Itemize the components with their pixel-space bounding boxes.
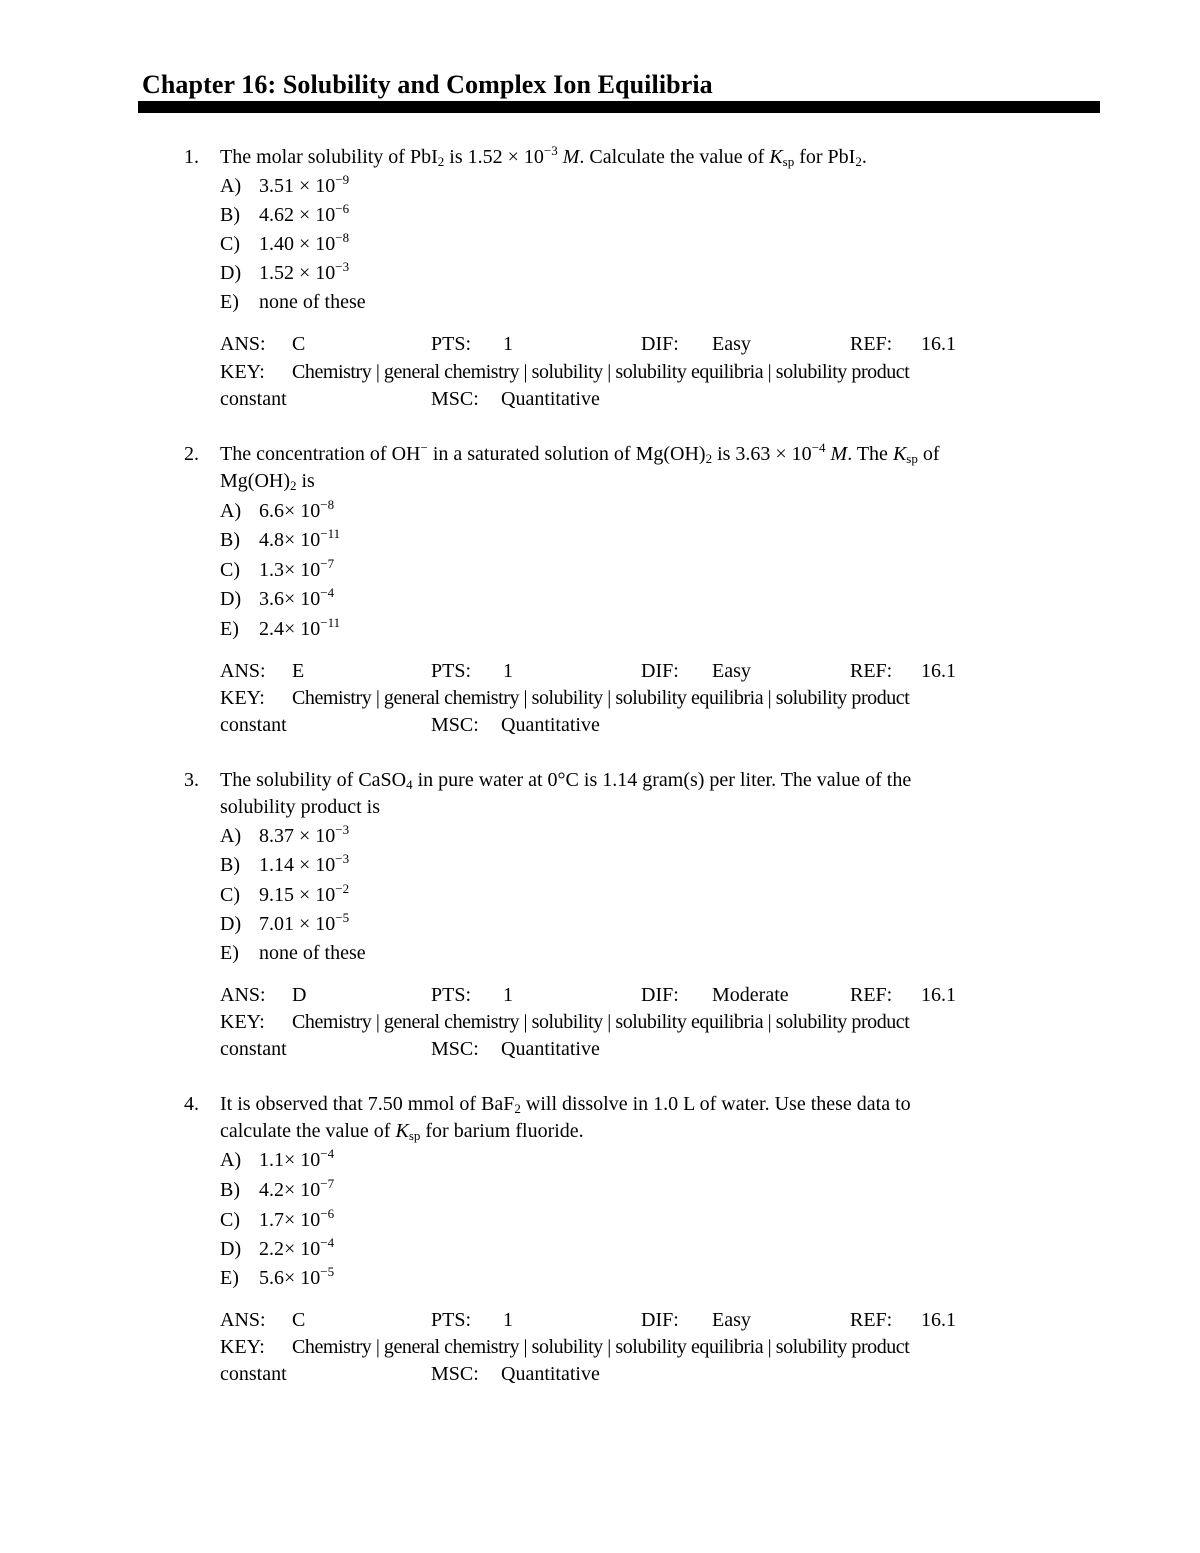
choice-c — [220, 881, 349, 910]
msc-label: MSC: — [431, 1363, 479, 1385]
choice-e — [220, 939, 366, 968]
choice-exponent: −11 — [320, 526, 341, 541]
stem-text: . — [861, 146, 867, 168]
ans-value: E — [292, 660, 305, 682]
ref-value: 16.1 — [921, 660, 956, 682]
stem-text: The solubility of CaSO — [220, 769, 407, 791]
question-number: 1. — [184, 146, 199, 168]
choice-exponent: −8 — [335, 230, 350, 245]
choice-exponent: −8 — [320, 497, 335, 512]
question-number: 2. — [184, 443, 199, 465]
msc-label: MSC: — [431, 388, 479, 410]
key-value: Chemistry | general chemistry | solubility | solubility equilibria | solubility product — [292, 1011, 910, 1033]
choice-letter: A) — [220, 1149, 242, 1171]
choice-value: none of these — [259, 291, 366, 313]
stem-text: is 1.52 × 10 — [444, 146, 544, 168]
choice-letter: E) — [220, 942, 239, 964]
stem-subscript: 2 — [855, 154, 862, 169]
stem-subscript: 4 — [406, 777, 413, 792]
question-stem-line-2 — [220, 468, 315, 495]
choice-exponent: −2 — [335, 881, 350, 896]
choice-b — [220, 201, 349, 230]
pts-label: PTS: — [431, 1309, 472, 1331]
stem-text: Mg(OH) — [220, 470, 290, 492]
choice-value: 4.2× 10 — [259, 1179, 321, 1201]
choice-letter: D) — [220, 1238, 242, 1260]
dif-label: DIF: — [641, 333, 679, 355]
question-number: 4. — [184, 1093, 199, 1115]
key-label: KEY: — [220, 687, 265, 709]
choice-value: 2.2× 10 — [259, 1238, 321, 1260]
stem-subscript: 2 — [290, 478, 297, 493]
ans-value: D — [292, 984, 307, 1006]
choice-value: 4.8× 10 — [259, 529, 321, 551]
choice-e — [220, 615, 340, 644]
stem-text: . The — [847, 443, 893, 465]
msc-value: Quantitative — [501, 388, 600, 410]
choice-exponent: −4 — [320, 1235, 335, 1250]
key-value: Chemistry | general chemistry | solubility | solubility equilibria | solubility product — [292, 687, 910, 709]
question-stem-line-2 — [220, 1118, 584, 1145]
key-label: KEY: — [220, 361, 265, 383]
choice-value: 6.6× 10 — [259, 500, 321, 522]
choice-exponent: −6 — [335, 201, 350, 216]
msc-value: Quantitative — [501, 1363, 600, 1385]
title-rule — [138, 101, 1100, 113]
ref-value: 16.1 — [921, 1309, 956, 1331]
stem-superscript: − — [420, 440, 428, 455]
choice-letter: E) — [220, 618, 239, 640]
stem-text: The concentration of OH — [220, 443, 421, 465]
choice-c — [220, 1206, 334, 1235]
key-label: KEY: — [220, 1336, 265, 1358]
ans-label: ANS: — [220, 333, 266, 355]
pts-value: 1 — [503, 984, 513, 1006]
stem-subscript: sp — [408, 1128, 421, 1143]
stem-subscript: 2 — [705, 451, 713, 466]
pts-value: 1 — [503, 333, 513, 355]
choice-letter: A) — [220, 500, 242, 522]
dif-value: Moderate — [712, 984, 789, 1006]
pts-label: PTS: — [431, 333, 472, 355]
stem-superscript: −3 — [543, 143, 558, 158]
choice-letter: D) — [220, 913, 242, 935]
ref-value: 16.1 — [921, 984, 956, 1006]
stem-text: for PbI — [794, 146, 856, 168]
key-value-continued: constant — [220, 1363, 287, 1385]
msc-label: MSC: — [431, 1038, 479, 1060]
msc-value: Quantitative — [501, 1038, 600, 1060]
choice-exponent: −11 — [320, 615, 341, 630]
pts-label: PTS: — [431, 660, 472, 682]
msc-label: MSC: — [431, 714, 479, 736]
choice-e — [220, 288, 366, 317]
choice-exponent: −5 — [320, 1264, 335, 1279]
ans-label: ANS: — [220, 984, 266, 1006]
choice-a — [220, 172, 349, 201]
choice-letter: D) — [220, 588, 242, 610]
choice-d — [220, 585, 334, 614]
ref-value: 16.1 — [921, 333, 956, 355]
pts-value: 1 — [503, 660, 513, 682]
choice-letter: B) — [220, 1179, 240, 1201]
stem-text: . Calculate the value of — [579, 146, 770, 168]
choice-letter: E) — [220, 1267, 239, 1289]
choice-a — [220, 1146, 334, 1175]
choice-value: 4.62 × 10 — [259, 204, 336, 226]
choice-letter: A) — [220, 825, 242, 847]
dif-label: DIF: — [641, 660, 679, 682]
choice-exponent: −7 — [320, 556, 335, 571]
choice-c — [220, 230, 349, 259]
choice-exponent: −5 — [335, 910, 350, 925]
choice-exponent: −4 — [320, 585, 335, 600]
choice-d — [220, 1235, 334, 1264]
stem-text: in pure water at 0°C is 1.14 gram(s) per liter. The value of the — [412, 769, 912, 791]
stem-superscript: −4 — [811, 440, 826, 455]
choice-value: 2.4× 10 — [259, 618, 321, 640]
key-value: Chemistry | general chemistry | solubility | solubility equilibria | solubility product — [292, 1336, 910, 1358]
choice-value: 9.15 × 10 — [259, 884, 336, 906]
pts-value: 1 — [503, 1309, 513, 1331]
choice-value: 1.14 × 10 — [259, 854, 336, 876]
ref-label: REF: — [850, 660, 893, 682]
choice-letter: A) — [220, 175, 242, 197]
choice-value: none of these — [259, 942, 366, 964]
stem-subscript: 2 — [514, 1101, 521, 1116]
stem-text: calculate the value of — [220, 1120, 396, 1142]
question-stem — [220, 767, 911, 794]
choice-value: 7.01 × 10 — [259, 913, 336, 935]
key-value-continued: constant — [220, 388, 287, 410]
stem-text: in a saturated solution of Mg(OH) — [427, 443, 706, 465]
ref-label: REF: — [850, 333, 893, 355]
choice-d — [220, 259, 349, 288]
choice-value: 8.37 × 10 — [259, 825, 336, 847]
stem-text: The molar solubility of PbI — [220, 146, 438, 168]
stem-italic: M — [830, 443, 848, 465]
choice-exponent: −7 — [320, 1176, 335, 1191]
choice-letter: C) — [220, 884, 240, 906]
pts-label: PTS: — [431, 984, 472, 1006]
choice-value: 5.6× 10 — [259, 1267, 321, 1289]
stem-subscript: 2 — [437, 154, 445, 169]
choice-value: 1.7× 10 — [259, 1209, 321, 1231]
choice-letter: C) — [220, 233, 240, 255]
choice-exponent: −3 — [335, 822, 350, 837]
stem-subscript: sp — [906, 451, 918, 466]
stem-text: is 3.63 × 10 — [712, 443, 812, 465]
dif-value: Easy — [712, 1309, 751, 1331]
choice-value: 3.6× 10 — [259, 588, 321, 610]
stem-text: It is observed that 7.50 mmol of BaF — [220, 1093, 515, 1115]
stem-text: for barium fluoride. — [420, 1120, 584, 1142]
key-label: KEY: — [220, 1011, 265, 1033]
choice-b — [220, 1176, 334, 1205]
choice-d — [220, 910, 349, 939]
choice-letter: D) — [220, 262, 242, 284]
choice-letter: B) — [220, 204, 240, 226]
choice-value: 1.52 × 10 — [259, 262, 336, 284]
choice-e — [220, 1264, 334, 1293]
key-value-continued: constant — [220, 714, 287, 736]
stem-italic: K — [769, 146, 783, 168]
ref-label: REF: — [850, 984, 893, 1006]
question-stem — [220, 1091, 911, 1118]
question-stem-line-2 — [220, 794, 380, 821]
choice-value: 3.51 × 10 — [259, 175, 336, 197]
choice-value: 1.1× 10 — [259, 1149, 321, 1171]
ans-value: C — [292, 333, 306, 355]
chapter-title: Chapter 16: Solubility and Complex Ion Equilibria — [142, 70, 713, 99]
choice-exponent: −3 — [335, 851, 350, 866]
choice-letter: B) — [220, 854, 240, 876]
stem-italic: K — [395, 1120, 409, 1142]
ans-label: ANS: — [220, 660, 266, 682]
choice-letter: B) — [220, 529, 240, 551]
stem-text: of — [917, 443, 940, 465]
stem-text: is — [296, 470, 315, 492]
stem-subscript: sp — [782, 154, 795, 169]
choice-value: 1.40 × 10 — [259, 233, 336, 255]
choice-letter: E) — [220, 291, 239, 313]
choice-exponent: −6 — [320, 1206, 335, 1221]
choice-b — [220, 851, 349, 880]
stem-text: solubility product is — [220, 796, 380, 818]
choice-c — [220, 556, 334, 585]
choice-b — [220, 526, 340, 555]
question-stem — [220, 441, 940, 468]
choice-exponent: −9 — [335, 172, 350, 187]
choice-letter: C) — [220, 559, 240, 581]
msc-value: Quantitative — [501, 714, 600, 736]
choice-exponent: −3 — [335, 259, 350, 274]
key-value-continued: constant — [220, 1038, 287, 1060]
ref-label: REF: — [850, 1309, 893, 1331]
stem-italic: K — [892, 443, 907, 465]
stem-italic: M — [562, 146, 580, 168]
dif-label: DIF: — [641, 984, 679, 1006]
choice-a — [220, 497, 334, 526]
key-value: Chemistry | general chemistry | solubility | solubility equilibria | solubility product — [292, 361, 910, 383]
dif-value: Easy — [712, 660, 751, 682]
dif-label: DIF: — [641, 1309, 679, 1331]
dif-value: Easy — [712, 333, 751, 355]
choice-value: 1.3× 10 — [259, 559, 321, 581]
question-number: 3. — [184, 769, 199, 791]
ans-label: ANS: — [220, 1309, 266, 1331]
choice-letter: C) — [220, 1209, 240, 1231]
ans-value: C — [292, 1309, 306, 1331]
question-stem — [220, 144, 867, 171]
stem-text: will dissolve in 1.0 L of water. Use these data to — [520, 1093, 911, 1115]
choice-exponent: −4 — [320, 1146, 335, 1161]
choice-a — [220, 822, 349, 851]
